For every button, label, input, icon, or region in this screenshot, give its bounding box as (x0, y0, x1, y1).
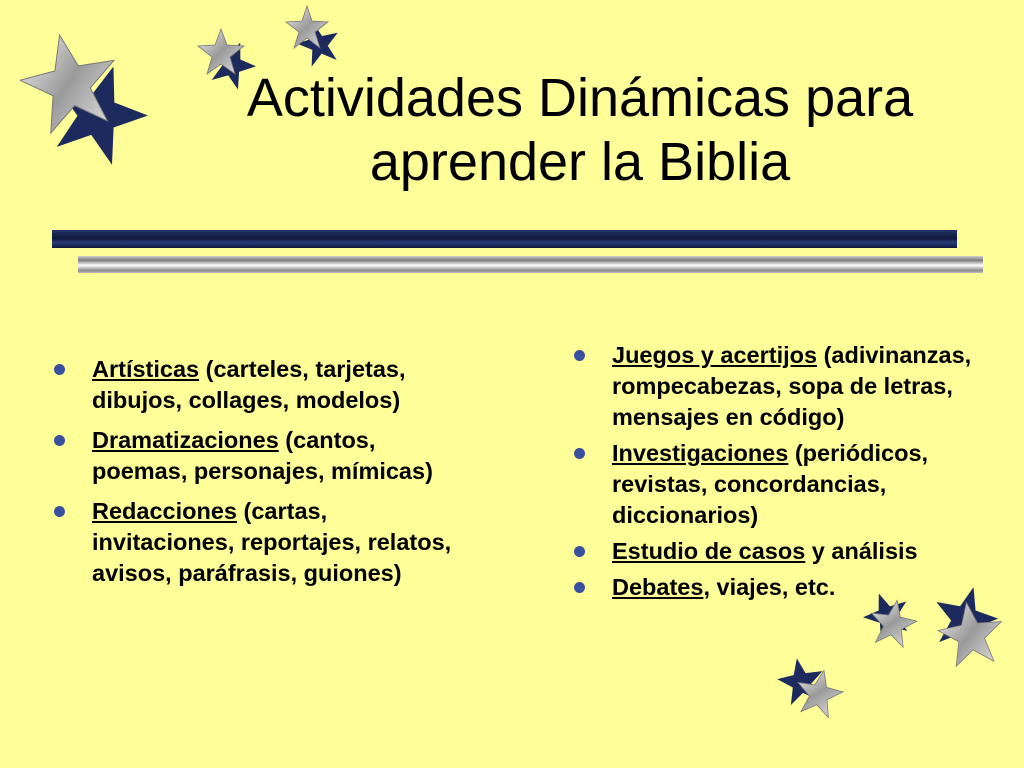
item-term: Investigaciones (612, 440, 789, 466)
item-text: (cartas, invitaciones, reportajes, relatos, avisos, paráfrasis, guiones) (92, 498, 452, 586)
item-text: (adivinanzas, rompecabezas, sopa de letras, mensajes en código) (612, 342, 972, 430)
list-item (572, 340, 1017, 433)
bullet-icon (574, 448, 585, 459)
bullet-icon (574, 582, 585, 593)
navy-divider-bar (52, 230, 957, 248)
silver-star-icon (284, 4, 330, 52)
item-term: Debates (612, 574, 704, 600)
item-term: Dramatizaciones (92, 427, 279, 453)
list-item (52, 425, 462, 487)
silver-divider-bar (78, 256, 983, 273)
item-text: (carteles, tarjetas, dibujos, collages, modelos) (92, 356, 406, 413)
item-term: Artísticas (92, 356, 200, 382)
slide-title (150, 66, 1010, 194)
list-item (572, 438, 1017, 531)
silver-star-icon (936, 600, 1006, 670)
item-text: y análisis (805, 538, 918, 564)
bullet-icon (574, 546, 585, 557)
right-bullet-list (572, 340, 1017, 608)
bullet-icon (54, 364, 65, 375)
list-item (52, 354, 462, 416)
item-term: Redacciones (92, 498, 237, 524)
left-bullet-list (52, 354, 462, 598)
bullet-icon (574, 350, 585, 361)
title-line-2: aprender la Biblia (369, 132, 791, 192)
list-item (572, 536, 1017, 567)
bullet-icon (54, 506, 65, 517)
title-line-1: Actividades Dinámicas para (246, 68, 914, 128)
list-item (52, 496, 462, 589)
silver-star-icon (868, 598, 918, 650)
item-text: (cantos, poemas, personajes, mímicas) (92, 427, 433, 484)
item-text: , viajes, etc. (703, 574, 836, 600)
bullet-icon (54, 435, 65, 446)
item-text: (periódicos, revistas, concordancias, diccionarios) (612, 440, 929, 528)
item-term: Juegos y acertijos (612, 342, 818, 368)
silver-star-icon (794, 668, 844, 720)
item-term: Estudio de casos (612, 538, 806, 564)
silver-star-icon (20, 32, 120, 136)
